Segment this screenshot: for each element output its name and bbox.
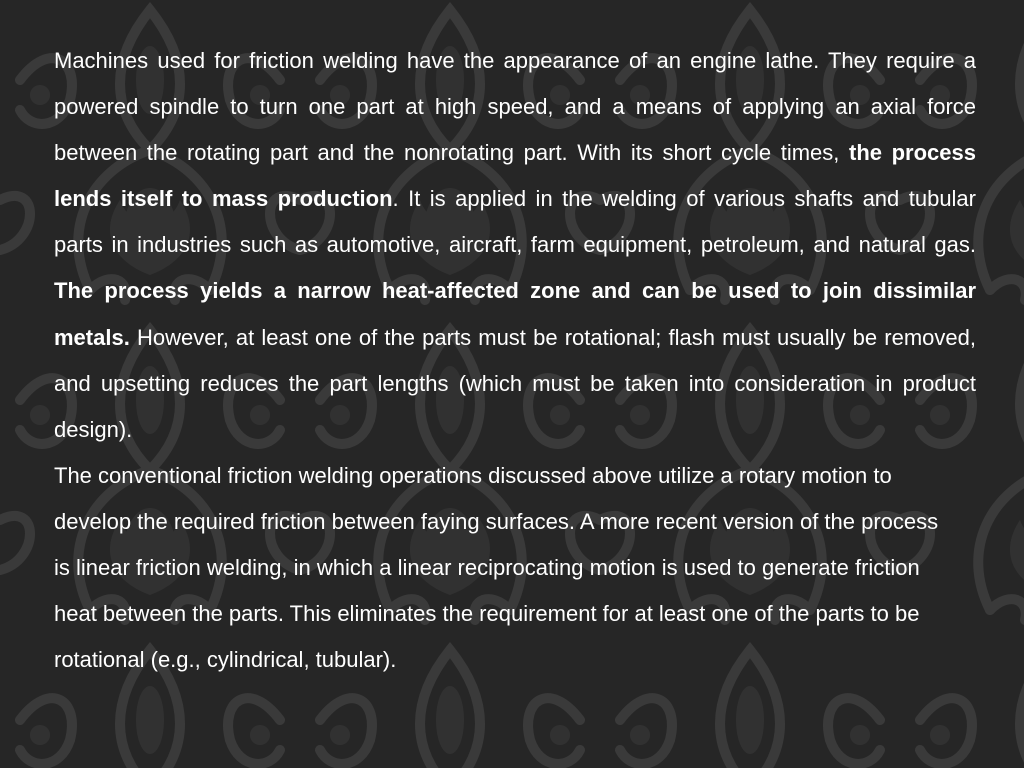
- text-segment: The conventional friction welding operations discussed above utilize a rotary motion to develop the required friction between faying surfaces. A more recent version of the process is linear friction welding, in which a linear reciprocating motion is used to generate friction heat between the parts. This eliminates the requirement for at least one of the parts to be rotational (e.g., cylindrical, tubular).: [54, 462, 939, 673]
- paragraph-linear-friction-welding: [54, 453, 959, 683]
- slide-body: [54, 38, 976, 683]
- text-segment: Machines used for friction welding have the appearance of an engine lathe. They require a powered spindle to turn one part at high speed, and a means of applying an axial force between the rotating part and the nonrotating part. With its short cycle times,: [54, 48, 976, 166]
- emphasis-mass-production: the process lends itself to mass production: [54, 140, 976, 212]
- paragraph-friction-welding-machines: [54, 38, 976, 453]
- text-segment: However, at least one of the parts must be rotational; flash must usually be removed, and upsetting reduces the part lengths (which must be taken into consideration in product design).: [54, 324, 976, 442]
- emphasis-heat-affected-zone: The process yields a narrow heat-affected zone and can be used to join dissimilar metals.: [54, 278, 976, 350]
- text-segment: . It is applied in the welding of various shafts and tubular parts in industries such as automotive, aircraft, farm equipment, petroleum, and natural gas.: [54, 186, 976, 258]
